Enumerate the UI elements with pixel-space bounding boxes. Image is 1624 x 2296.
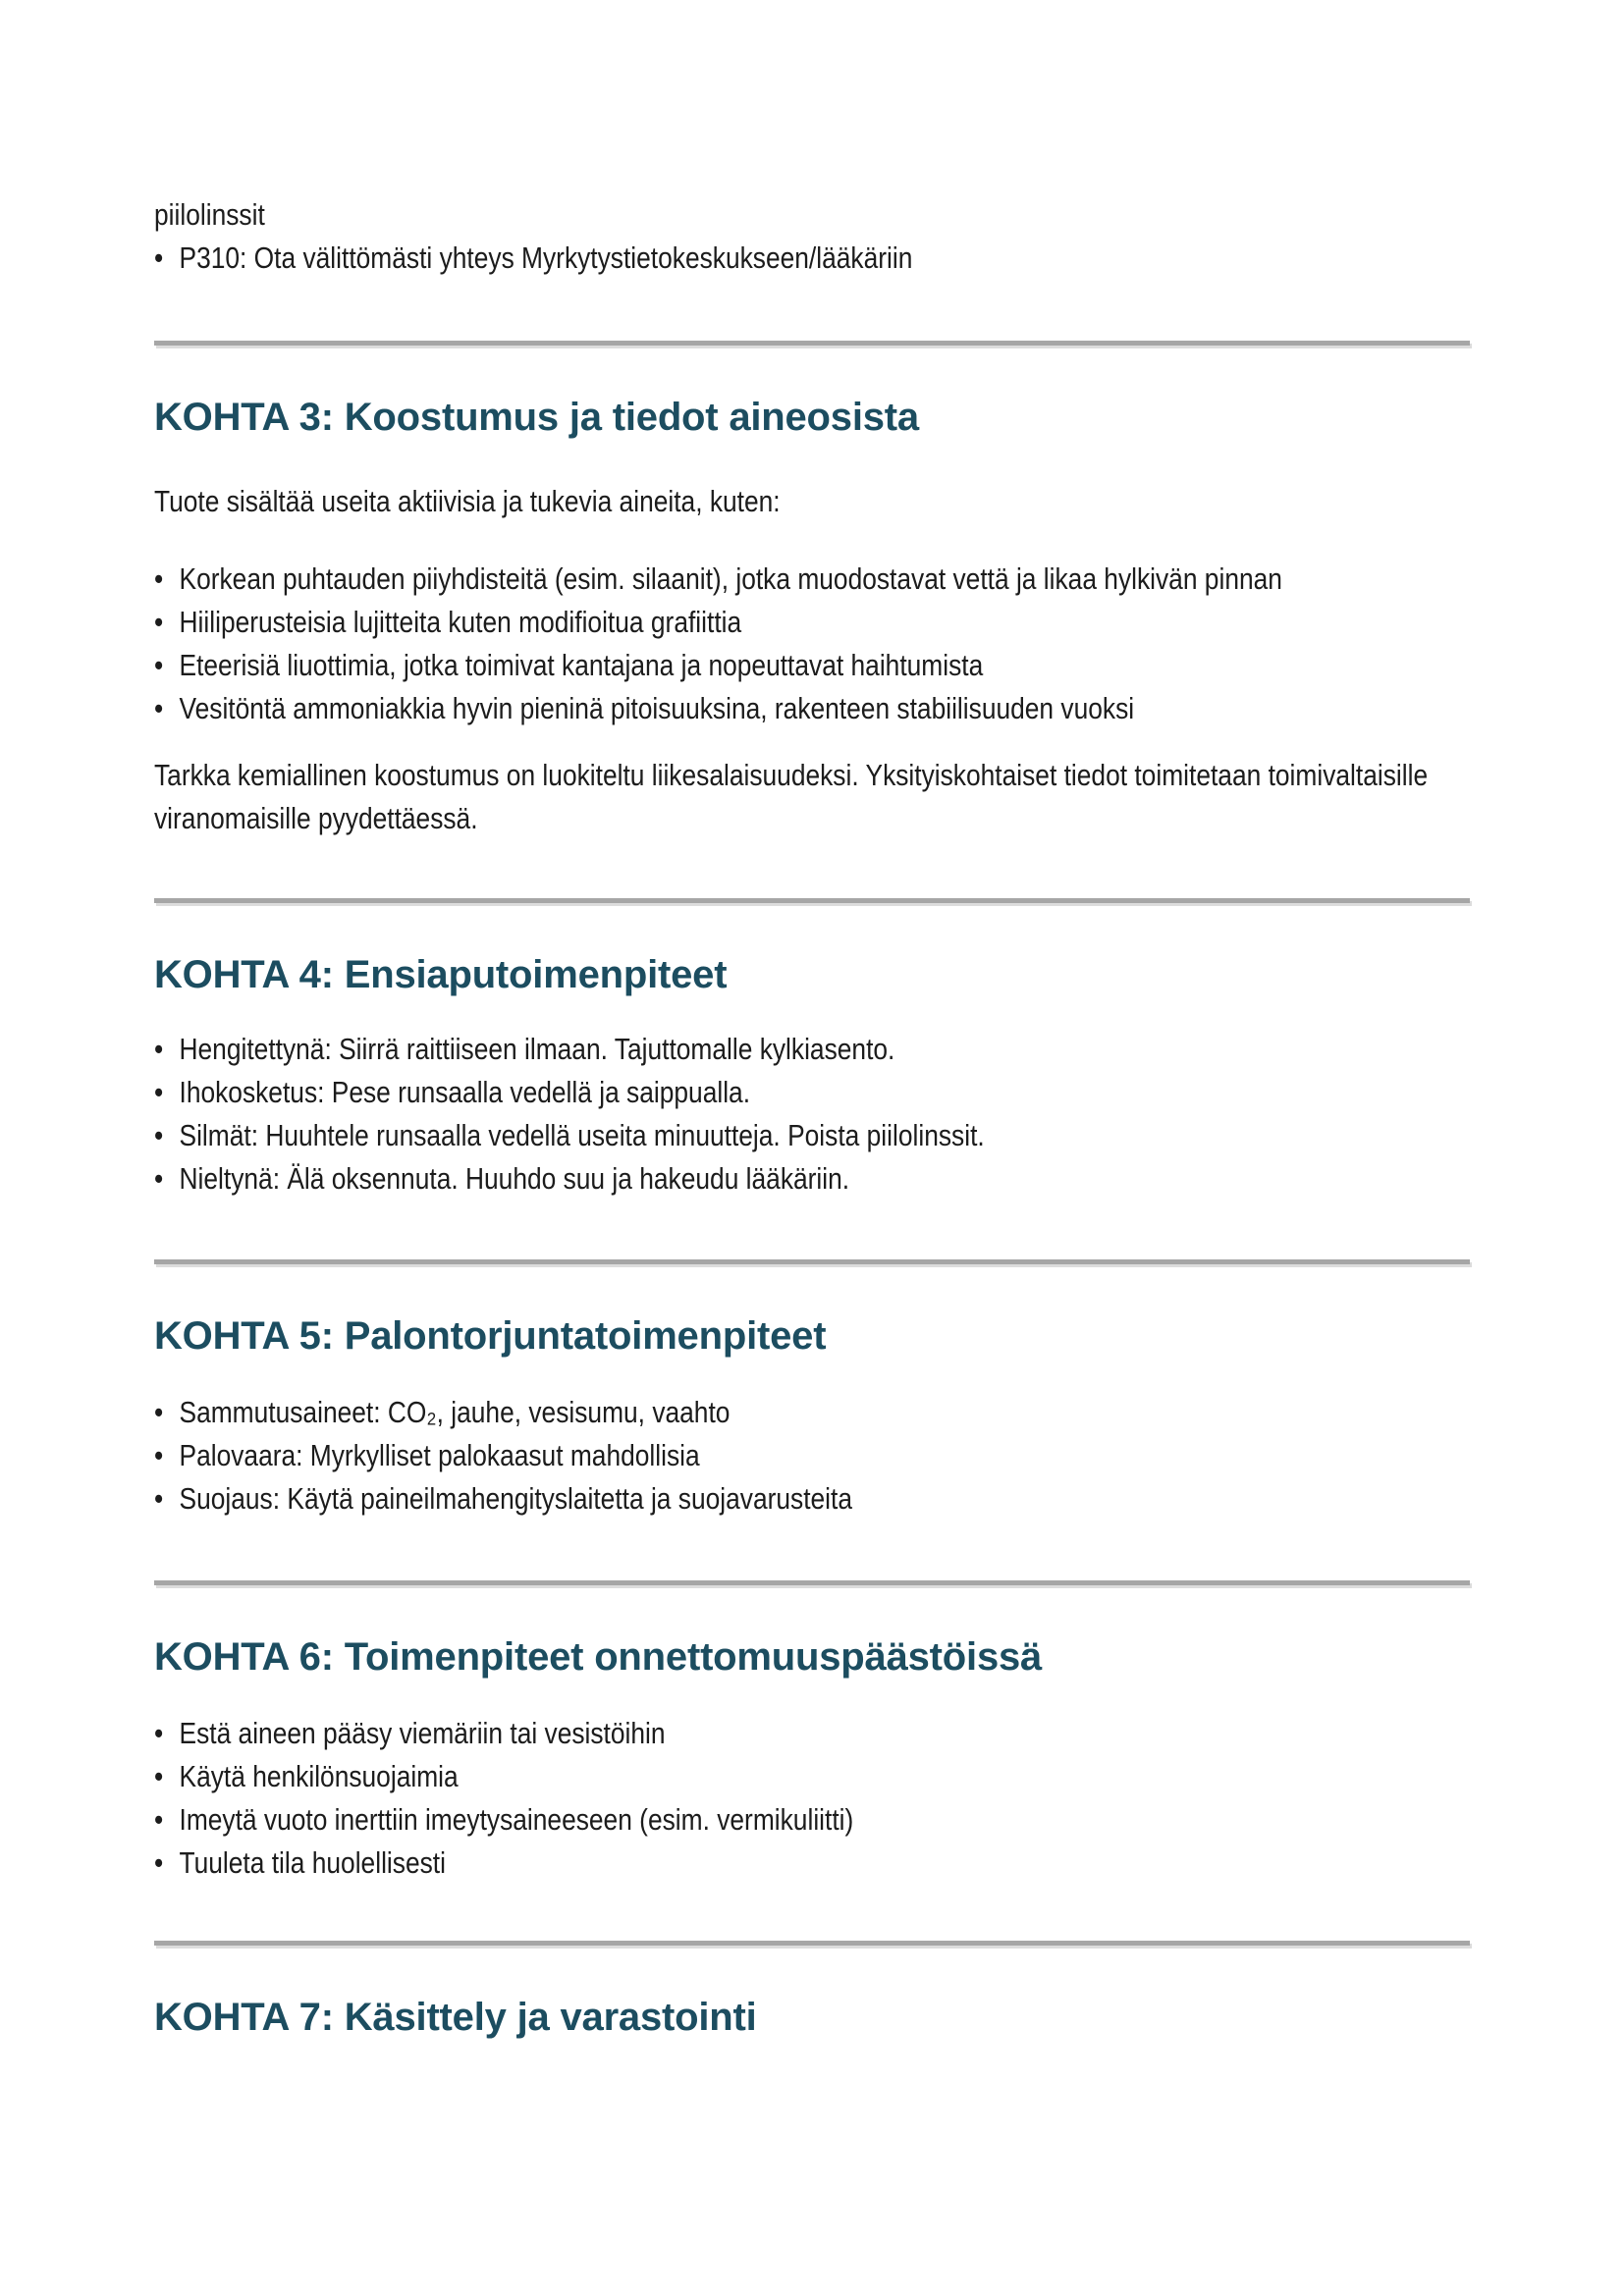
list-item: • Silmät: Huuhtele runsaalla vedellä useita minuutteja. Poista piilolinssit. — [154, 1114, 1470, 1157]
section-4-heading: KOHTA 4: Ensiaputoimenpiteet — [154, 953, 728, 996]
section-3-list — [154, 558, 1470, 730]
list-item: • P310: Ota välittömästi yhteys Myrkytystietokeskukseen/lääkäriin — [154, 237, 1470, 280]
list-item: • Ihokosketus: Pese runsaalla vedellä ja saippualla. — [154, 1071, 1470, 1114]
list-item: • Vesitöntä ammoniakkia hyvin pieninä pitoisuuksina, rakenteen stabiilisuuden vuoksi — [154, 687, 1470, 730]
section-divider — [154, 1580, 1470, 1585]
section-5-heading: KOHTA 5: Palontorjuntatoimenpiteet — [154, 1314, 827, 1358]
section-divider — [154, 898, 1470, 903]
section-7-heading: KOHTA 7: Käsittely ja varastointi — [154, 1996, 757, 2039]
section-5-list — [154, 1391, 1470, 1521]
section-6-list — [154, 1712, 1470, 1885]
list-item: • Korkean puhtauden piiyhdisteitä (esim. silaanit), jotka muodostavat vettä ja likaa hylkivän pinnan — [154, 558, 1470, 601]
list-item: • Suojaus: Käytä paineilmahengityslaitetta ja suojavarusteita — [154, 1477, 1470, 1521]
section-divider — [154, 341, 1470, 346]
section-divider — [154, 1259, 1470, 1264]
list-item: • Sammutusaineet: CO₂, jauhe, vesisumu, vaahto — [154, 1391, 1470, 1434]
section-divider — [154, 1941, 1470, 1946]
list-item: • Eteerisiä liuottimia, jotka toimivat kantajana ja nopeuttavat haihtumista — [154, 644, 1470, 687]
section-3-outro: Tarkka kemiallinen koostumus on luokiteltu liikesalaisuudeksi. Yksityiskohtaiset tiedot toimitetaan toimivaltaisille viranomaisille pyydettäessä. — [154, 758, 1429, 835]
list-item: • Hiiliperusteisia lujitteita kuten modifioitua grafiittia — [154, 601, 1470, 644]
list-item: • Nieltynä: Älä oksennuta. Huuhdo suu ja hakeudu lääkäriin. — [154, 1157, 1470, 1201]
list-item: • Käytä henkilönsuojaimia — [154, 1755, 1470, 1798]
continuation-list — [154, 237, 1470, 280]
list-item: • Estä aineen pääsy viemäriin tai vesistöihin — [154, 1712, 1470, 1755]
section-4-list — [154, 1028, 1470, 1201]
list-item: • Imeytä vuoto inerttiin imeytysaineeseen (esim. vermikuliitti) — [154, 1798, 1470, 1842]
section-6-heading: KOHTA 6: Toimenpiteet onnettomuuspäästöissä — [154, 1635, 1043, 1679]
list-item: • Tuuleta tila huolellisesti — [154, 1842, 1470, 1885]
section-3-heading: KOHTA 3: Koostumus ja tiedot aineosista — [154, 396, 919, 439]
list-item: • Hengitettynä: Siirrä raittiiseen ilmaan. Tajuttomalle kylkiasento. — [154, 1028, 1470, 1071]
list-item: • Palovaara: Myrkylliset palokaasut mahdollisia — [154, 1434, 1470, 1477]
section-3-intro: Tuote sisältää useita aktiivisia ja tukevia aineita, kuten: — [154, 484, 781, 518]
continuation-text: piilolinssit — [154, 197, 265, 232]
